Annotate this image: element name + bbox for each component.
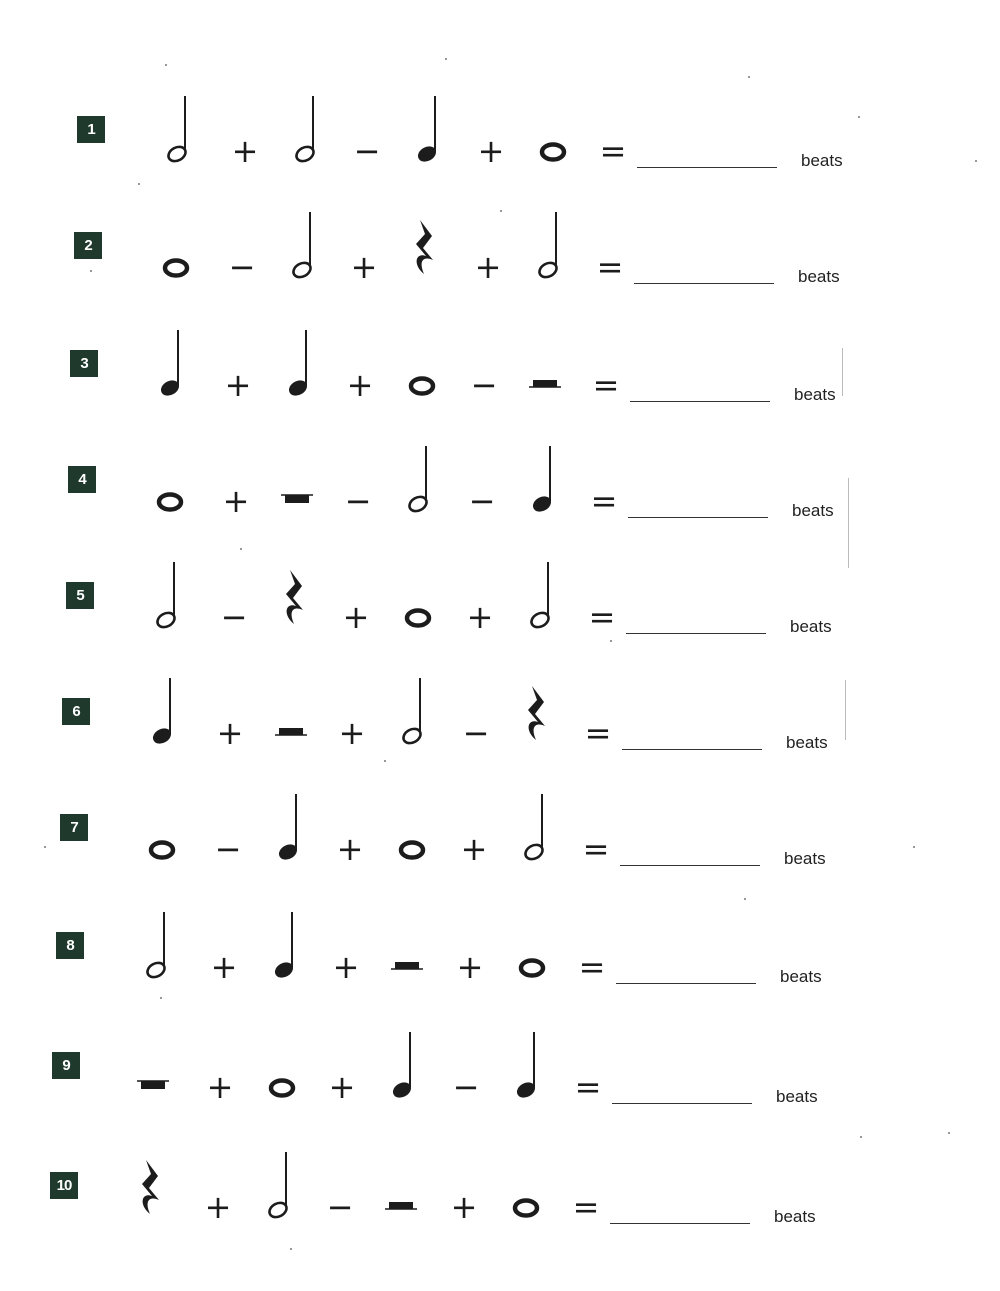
problem-number: 2 — [74, 232, 102, 259]
answer-blank[interactable] — [626, 633, 766, 634]
plus-sign — [324, 894, 374, 984]
half-rest-icon — [524, 312, 574, 402]
quarter-note-icon — [278, 312, 328, 402]
whole-rest-icon — [276, 428, 326, 518]
minus-sign — [462, 312, 512, 402]
scan-speck — [160, 997, 162, 999]
svg-text:+: + — [336, 830, 364, 868]
quarter-note-icon — [407, 78, 457, 168]
svg-text:=: = — [590, 482, 618, 520]
beats-label: beats — [798, 267, 840, 286]
svg-text:+: + — [216, 714, 244, 752]
minus-sign — [345, 78, 395, 168]
beats-label: beats — [784, 849, 826, 868]
whole-note-icon — [260, 1014, 310, 1104]
plus-sign — [202, 894, 252, 984]
svg-text:+: + — [474, 248, 502, 286]
scan-speck — [748, 76, 750, 78]
scan-speck — [384, 760, 386, 762]
scan-speck — [290, 1248, 292, 1250]
problem-number: 1 — [77, 116, 105, 143]
quarter-rest-icon — [130, 1134, 180, 1224]
equals-sign — [574, 776, 624, 866]
equals-sign — [588, 194, 638, 284]
svg-text:+: + — [231, 132, 259, 170]
problem-7 — [60, 802, 860, 892]
scan-edge-mark — [848, 478, 849, 568]
svg-text:=: = — [572, 1188, 600, 1226]
quarter-note-icon — [522, 428, 572, 518]
equals-sign — [564, 1134, 614, 1224]
minus-sign — [454, 660, 504, 750]
whole-note-icon — [390, 776, 440, 866]
half-rest-icon — [386, 894, 436, 984]
plus-sign — [469, 78, 519, 168]
half-note-icon — [528, 194, 578, 284]
svg-text:=: = — [584, 714, 612, 752]
answer-blank[interactable] — [628, 517, 768, 518]
problem-number: 10 — [50, 1172, 78, 1199]
svg-text:=: = — [582, 830, 610, 868]
equals-sign — [566, 1014, 616, 1104]
quarter-note-icon — [264, 894, 314, 984]
minus-sign — [220, 194, 270, 284]
problem-4 — [68, 454, 868, 544]
half-note-icon — [136, 894, 186, 984]
svg-text:=: = — [599, 132, 627, 170]
whole-rest-icon — [132, 1014, 182, 1104]
equals-sign — [591, 78, 641, 168]
quarter-rest-icon — [274, 544, 324, 634]
svg-text:=: = — [588, 598, 616, 636]
minus-sign — [206, 776, 256, 866]
problem-number: 4 — [68, 466, 96, 493]
beats-label: beats — [776, 1087, 818, 1106]
svg-text:+: + — [222, 482, 250, 520]
beats-label: beats — [774, 1207, 816, 1226]
whole-note-icon — [140, 776, 190, 866]
quarter-note-icon — [506, 1014, 556, 1104]
svg-text:+: + — [210, 948, 238, 986]
problem-3 — [70, 338, 870, 428]
half-note-icon — [258, 1134, 308, 1224]
svg-text:+: + — [206, 1068, 234, 1106]
beats-label: beats — [780, 967, 822, 986]
svg-text:−: − — [344, 482, 372, 520]
svg-text:+: + — [342, 598, 370, 636]
minus-sign — [336, 428, 386, 518]
scan-edge-mark — [845, 680, 846, 740]
svg-text:−: − — [353, 132, 381, 170]
scan-speck — [610, 640, 612, 642]
scan-speck — [165, 64, 167, 66]
problem-number: 5 — [66, 582, 94, 609]
scan-speck — [90, 270, 92, 272]
svg-text:−: − — [220, 598, 248, 636]
svg-text:+: + — [350, 248, 378, 286]
problem-1 — [77, 104, 877, 194]
problem-9 — [52, 1040, 852, 1130]
answer-blank[interactable] — [620, 865, 760, 866]
problem-6 — [62, 686, 862, 776]
svg-text:−: − — [468, 482, 496, 520]
scan-speck — [240, 548, 242, 550]
equals-sign — [584, 312, 634, 402]
plus-sign — [466, 194, 516, 284]
quarter-note-icon — [382, 1014, 432, 1104]
scan-speck — [500, 210, 502, 212]
svg-text:+: + — [204, 1188, 232, 1226]
quarter-rest-icon — [404, 194, 454, 284]
svg-text:−: − — [462, 714, 490, 752]
svg-text:−: − — [228, 248, 256, 286]
scan-speck — [975, 160, 977, 162]
minus-sign — [212, 544, 262, 634]
equals-sign — [582, 428, 632, 518]
problem-number: 7 — [60, 814, 88, 841]
whole-note-icon — [154, 194, 204, 284]
svg-text:+: + — [477, 132, 505, 170]
svg-text:−: − — [452, 1068, 480, 1106]
answer-blank[interactable] — [634, 283, 774, 284]
svg-text:+: + — [328, 1068, 356, 1106]
half-note-icon — [285, 78, 335, 168]
plus-sign — [208, 660, 258, 750]
half-rest-icon — [270, 660, 320, 750]
whole-note-icon — [400, 312, 450, 402]
half-note-icon — [282, 194, 332, 284]
answer-blank[interactable] — [612, 1103, 752, 1104]
svg-text:=: = — [574, 1068, 602, 1106]
problem-number: 8 — [56, 932, 84, 959]
scan-speck — [744, 898, 746, 900]
scan-speck — [44, 846, 46, 848]
svg-text:+: + — [346, 366, 374, 404]
plus-sign — [448, 894, 498, 984]
svg-text:=: = — [578, 948, 606, 986]
svg-text:+: + — [338, 714, 366, 752]
answer-blank[interactable] — [630, 401, 770, 402]
scan-speck — [858, 116, 860, 118]
plus-sign — [198, 1014, 248, 1104]
svg-text:+: + — [460, 830, 488, 868]
half-note-icon — [520, 544, 570, 634]
beats-label: beats — [790, 617, 832, 636]
half-note-icon — [157, 78, 207, 168]
scan-speck — [948, 1132, 950, 1134]
problem-number: 9 — [52, 1052, 80, 1079]
svg-text:+: + — [332, 948, 360, 986]
plus-sign — [458, 544, 508, 634]
problem-number: 6 — [62, 698, 90, 725]
scan-speck — [138, 183, 140, 185]
equals-sign — [570, 894, 620, 984]
scan-speck — [860, 1136, 862, 1138]
plus-sign — [442, 1134, 492, 1224]
problem-5 — [66, 570, 866, 660]
plus-sign — [320, 1014, 370, 1104]
answer-blank[interactable] — [616, 983, 756, 984]
problem-10 — [50, 1160, 850, 1250]
plus-sign — [330, 660, 380, 750]
whole-note-icon — [531, 78, 581, 168]
equals-sign — [576, 660, 626, 750]
quarter-note-icon — [268, 776, 318, 866]
svg-text:−: − — [470, 366, 498, 404]
beats-label: beats — [792, 501, 834, 520]
scan-speck — [913, 846, 915, 848]
plus-sign — [196, 1134, 246, 1224]
answer-blank[interactable] — [610, 1223, 750, 1224]
half-note-icon — [146, 544, 196, 634]
beats-label: beats — [794, 385, 836, 404]
answer-blank[interactable] — [622, 749, 762, 750]
plus-sign — [342, 194, 392, 284]
plus-sign — [328, 776, 378, 866]
quarter-note-icon — [142, 660, 192, 750]
scan-speck — [445, 58, 447, 60]
plus-sign — [216, 312, 266, 402]
problem-number: 3 — [70, 350, 98, 377]
svg-text:−: − — [326, 1188, 354, 1226]
half-note-icon — [398, 428, 448, 518]
equals-sign — [580, 544, 630, 634]
plus-sign — [338, 312, 388, 402]
whole-note-icon — [396, 544, 446, 634]
answer-blank[interactable] — [637, 167, 777, 168]
whole-note-icon — [148, 428, 198, 518]
quarter-rest-icon — [516, 660, 566, 750]
quarter-note-icon — [150, 312, 200, 402]
scan-edge-mark — [842, 348, 843, 396]
problem-2 — [74, 220, 874, 310]
svg-text:+: + — [224, 366, 252, 404]
half-note-icon — [514, 776, 564, 866]
beats-label: beats — [786, 733, 828, 752]
half-note-icon — [392, 660, 442, 750]
plus-sign — [334, 544, 384, 634]
plus-sign — [452, 776, 502, 866]
svg-text:=: = — [592, 366, 620, 404]
plus-sign — [214, 428, 264, 518]
svg-text:+: + — [450, 1188, 478, 1226]
svg-text:+: + — [456, 948, 484, 986]
minus-sign — [444, 1014, 494, 1104]
beats-label: beats — [801, 151, 843, 170]
whole-note-icon — [510, 894, 560, 984]
problem-8 — [56, 920, 856, 1010]
svg-text:+: + — [466, 598, 494, 636]
minus-sign — [460, 428, 510, 518]
plus-sign — [223, 78, 273, 168]
svg-text:−: − — [214, 830, 242, 868]
svg-text:=: = — [596, 248, 624, 286]
minus-sign — [318, 1134, 368, 1224]
half-rest-icon — [380, 1134, 430, 1224]
whole-note-icon — [504, 1134, 554, 1224]
